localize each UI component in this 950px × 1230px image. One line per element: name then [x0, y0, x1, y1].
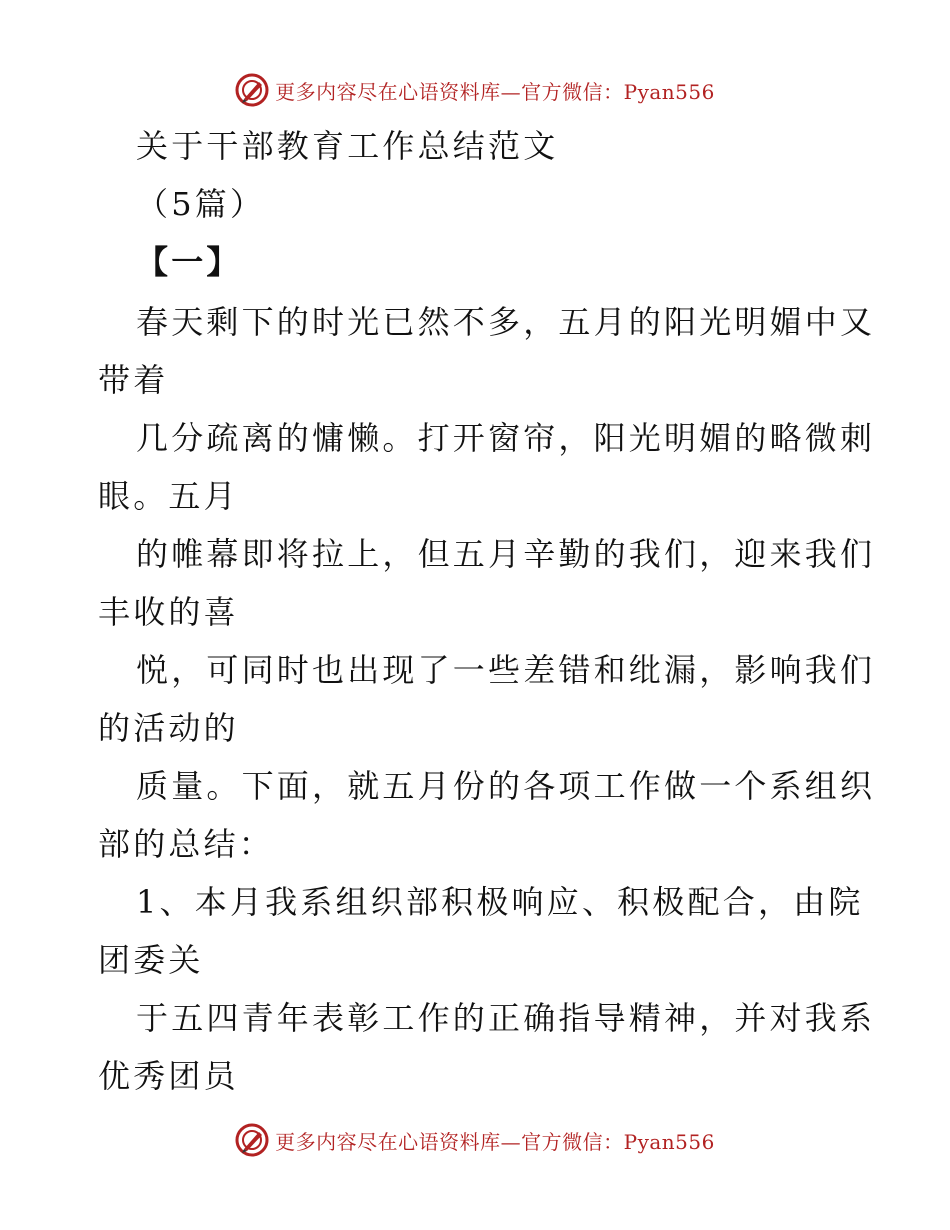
- footer-watermark-text: 更多内容尽在心语资料库—官方微信：Pyan556: [275, 1129, 715, 1154]
- paragraph-line: 优秀团员: [98, 1057, 239, 1095]
- footer-watermark: [0, 1120, 950, 1160]
- paragraph-line: 带着: [98, 361, 169, 399]
- paragraph-line: 几分疏离的慵懒。打开窗帘，阳光明媚的略微刺: [136, 419, 876, 457]
- document-title: 关于干部教育工作总结范文: [136, 127, 559, 165]
- paragraph-line: 部的总结：: [98, 825, 275, 863]
- section-marker: 【一】: [136, 243, 242, 281]
- paragraph-line: 眼。五月: [98, 477, 239, 515]
- document-subtitle: （5篇）: [136, 185, 266, 223]
- paragraph-line: 春天剩下的时光已然不多，五月的阳光明媚中又: [136, 303, 876, 341]
- paragraph-line: 的活动的: [98, 709, 239, 747]
- paragraph-line: 于五四青年表彰工作的正确指导精神，并对我系: [136, 999, 876, 1037]
- paragraph-line: 丰收的喜: [98, 593, 239, 631]
- header-watermark: [0, 70, 950, 110]
- paragraph-line: 团委关: [98, 941, 204, 979]
- paragraph-line: 1、本月我系组织部积极响应、积极配合，由院: [136, 883, 864, 921]
- paragraph-line: 质量。下面，就五月份的各项工作做一个系组织: [136, 767, 876, 805]
- paragraph-line: 悦，可同时也出现了一些差错和纰漏，影响我们: [136, 651, 876, 689]
- paragraph-line: 的帷幕即将拉上，但五月辛勤的我们，迎来我们: [136, 535, 876, 573]
- header-watermark-text: 更多内容尽在心语资料库—官方微信：Pyan556: [275, 79, 715, 104]
- logo-pen-icon: [235, 1123, 269, 1157]
- logo-pen-icon: [235, 73, 269, 107]
